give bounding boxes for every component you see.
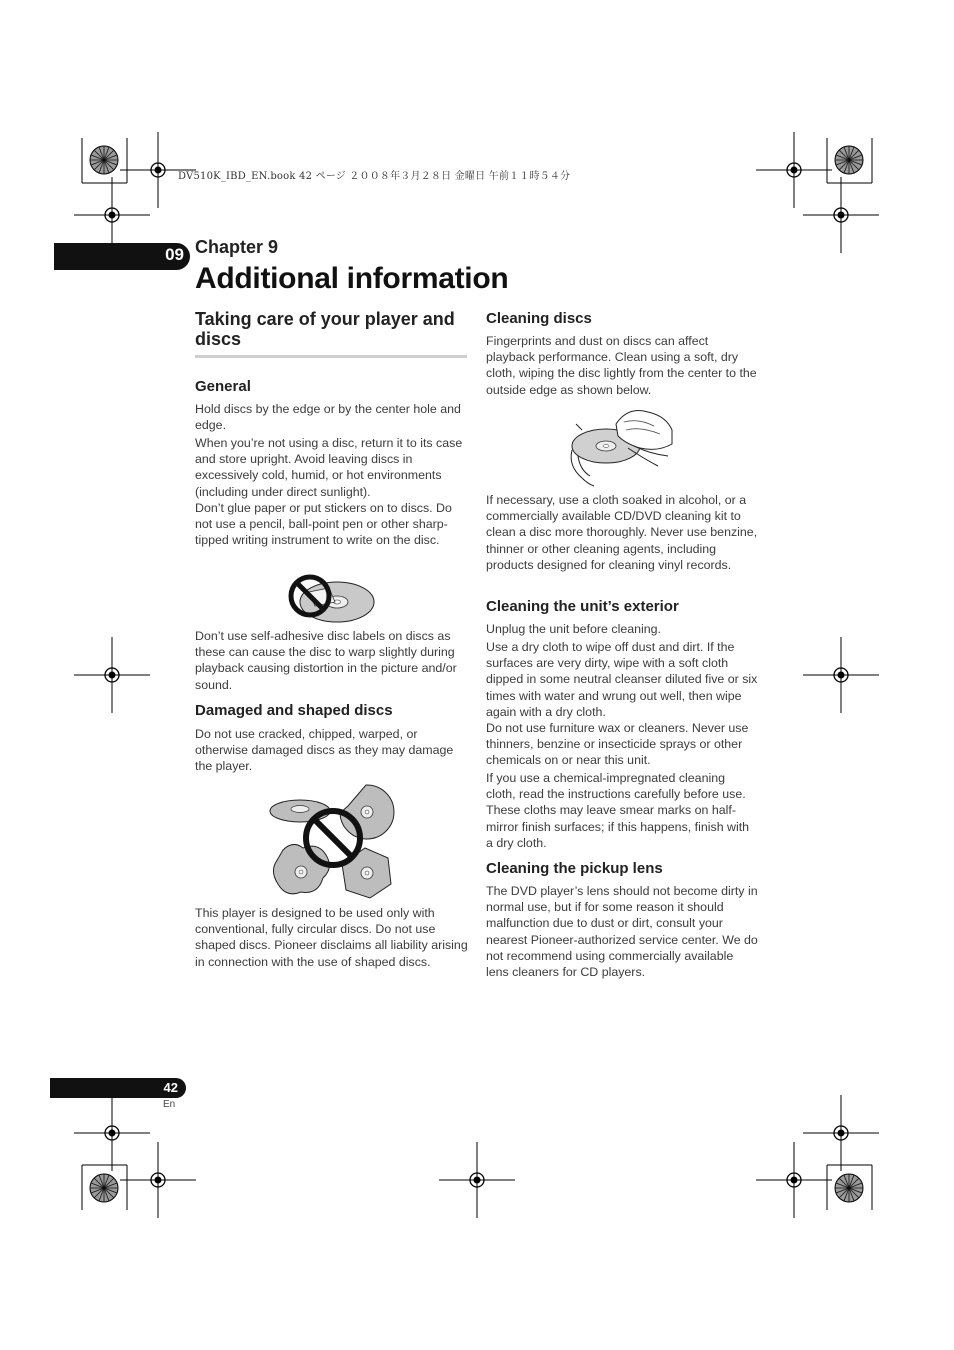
general-paragraph-3: Don’t glue paper or put stickers on to discs. Do not use a pencil, ball-point pen or other sharp-tipped writing instrument to write on the disc. <box>195 501 452 548</box>
general-paragraph-2: When you’re not using a disc, return it to its case and store upright. Avoid leaving discs in excessively cold, humid, or hot environments (including under direct sunlight). <box>195 436 463 499</box>
exterior-paragraph-1: Unplug the unit before cleaning. <box>486 622 661 636</box>
exterior-paragraph-2: Use a dry cloth to wipe off dust and dirt. If the surfaces are very dirty, wipe with a soft cloth dipped in some neutral cleanser diluted five or six times with water and wrung out well, then wipe again with a dry cloth. <box>486 640 758 719</box>
damaged-paragraph-1: Do not use cracked, chipped, warped, or otherwise damaged discs as they may damage the player. <box>195 727 454 774</box>
reg-mark-mid-right <box>803 637 879 713</box>
heading-damaged-discs: Damaged and shaped discs <box>195 702 393 719</box>
pickup-paragraph-1: The DVD player’s lens should not become dirty in normal use, but if for some reason it should malfunction due to dust or dirt, consult your nearest Pioneer-authorized service center. We do not recommend using commercially available lens cleaners for CD players. <box>486 884 758 980</box>
general-paragraph-1: Hold discs by the edge or by the center hole and edge. <box>195 402 461 433</box>
general-paragraph-4: Don’t use self-adhesive disc labels on discs as these can cause the disc to warp slightly during playback causing distortion in the picture and/or sound. <box>195 629 457 692</box>
damaged-paragraph-2: This player is designed to be used only with conventional, fully circular discs. Do not use shaped discs. Pioneer disclaims all liability arising in connection with the use of shaped discs. <box>195 906 468 969</box>
crop-mark-top-right <box>756 132 879 253</box>
chapter-label: Chapter 9 <box>195 237 279 257</box>
reg-mark-bottom-center <box>439 1142 515 1218</box>
page-number: 42 <box>163 1080 178 1095</box>
print-file-header: DV510K_IBD_EN.book 42 ページ ２００８年３月２８日 金曜日 午前１１時５４分 <box>178 171 571 182</box>
heading-cleaning-discs: Cleaning discs <box>486 310 592 327</box>
page-language: En <box>163 1099 176 1110</box>
reg-mark-mid-left <box>74 637 150 713</box>
page-number-tab <box>50 1078 186 1098</box>
heading-cleaning-exterior: Cleaning the unit’s exterior <box>486 598 679 615</box>
section-title: Taking care of your player and discs <box>195 309 467 358</box>
cleaning-discs-paragraph-1: Fingerprints and dust on discs can affect playback performance. Clean using a soft, dry cloth, wiping the disc lightly from the center to the outside edge as shown below. <box>486 334 757 397</box>
heading-general: General <box>195 378 251 395</box>
chapter-number: 09 <box>165 245 184 264</box>
crop-mark-top-left <box>74 132 196 253</box>
crop-mark-bottom-right <box>756 1095 879 1218</box>
chapter-tab <box>54 243 190 270</box>
exterior-paragraph-3: Do not use furniture wax or cleaners. Never use thinners, benzine or insecticide sprays or other chemicals on or near this unit. <box>486 721 749 768</box>
heading-pickup-lens: Cleaning the pickup lens <box>486 860 663 877</box>
no-sticker-disc-illustration <box>285 572 377 624</box>
wiping-disc-illustration <box>568 404 676 488</box>
crop-mark-bottom-left <box>74 1095 196 1218</box>
exterior-paragraph-4: If you use a chemical-impregnated cleaning cloth, read the instructions carefully before use. These cloths may leave smear marks on half-mirror finish surfaces; if this happens, finish with a dry cloth. <box>486 771 750 850</box>
cleaning-discs-paragraph-2: If necessary, use a cloth soaked in alcohol, or a commercially available CD/DVD cleaning kit to clean a disc more thoroughly. Never use benzine, thinner or other cleaning agents, including products designed for cleaning vinyl records. <box>486 493 758 572</box>
damaged-discs-illustration <box>268 780 398 902</box>
page-title: Additional information <box>195 262 509 295</box>
